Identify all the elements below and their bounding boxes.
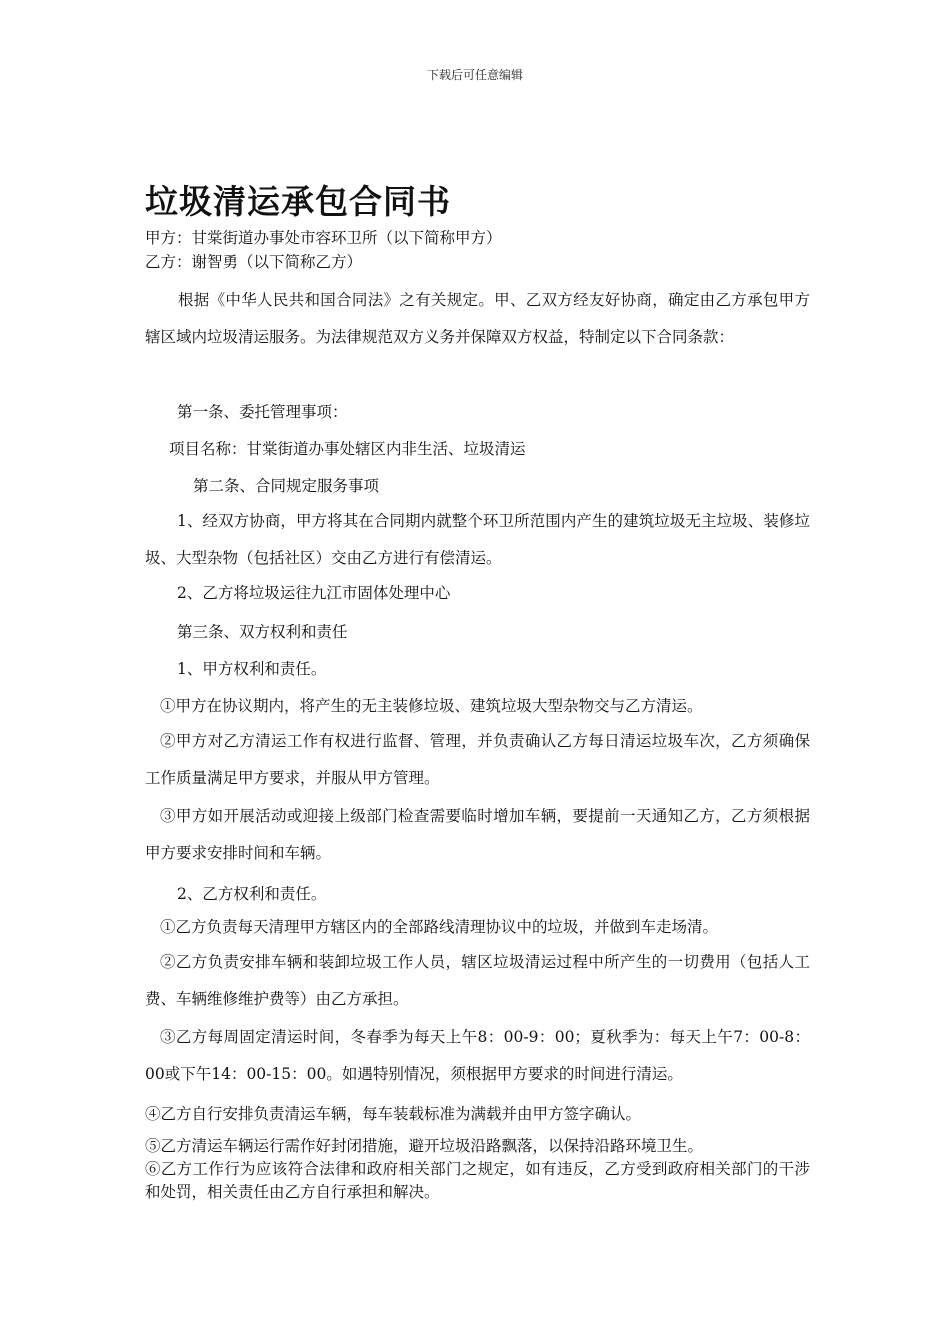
party-b-clause-6: ⑥乙方工作行为应该符合法律和政府相关部门之规定，如有违反，乙方受到政府相关部门的干涉和处罚，相关责任由乙方自行承担和解决。	[145, 1160, 810, 1201]
party-b: 乙方：谢智勇（以下简称乙方）	[145, 253, 363, 271]
article-2-item-1: 1、经双方协商，甲方将其在合同期内就整个环卫所范围内产生的建筑垃圾无主垃圾、装修垃圾、大型杂物（包括社区）交由乙方进行有偿清运。	[145, 512, 810, 567]
article-1-heading: 第一条、委托管理事项：	[177, 403, 348, 421]
party-a-clause-1: ①甲方在协议期内，将产生的无主装修垃圾、建筑垃圾大型杂物交与乙方清运。	[160, 697, 703, 715]
party-a-clause-2: ②甲方对乙方清运工作有权进行监督、管理，并负责确认乙方每日清运垃圾车次，乙方须确保工作质量满足甲方要求，并服从甲方管理。	[145, 732, 810, 787]
intro-paragraph: 根据《中华人民共和国合同法》之有关规定。甲、乙双方经友好协商，确定由乙方承包甲方辖区域内垃圾清运服务。为法律规范双方义务并保障双方权益，特制定以下合同条款：	[145, 291, 810, 346]
party-b-clause-4: ④乙方自行安排负责清运车辆，每车装载标准为满载并由甲方签字确认。	[145, 1105, 642, 1123]
party-b-clause-2: ②乙方负责安排车辆和装卸垃圾工作人员，辖区垃圾清运过程中所产生的一切费用（包括人工费、车辆维修维护费等）由乙方承担。	[145, 953, 810, 1008]
article-2-heading: 第二条、合同规定服务事项	[193, 477, 380, 495]
party-a: 甲方：甘棠街道办事处市容环卫所（以下简称甲方）	[145, 229, 502, 247]
party-a-rights-heading: 1、甲方权利和责任。	[177, 660, 327, 678]
project-name: 项目名称：甘棠街道办事处辖区内非生活、垃圾清运	[169, 440, 526, 458]
page-header: 下载后可任意编辑	[426, 68, 523, 82]
document-title: 垃圾清运承包合同书	[145, 182, 451, 221]
party-b-rights-heading: 2、乙方权利和责任。	[177, 885, 327, 903]
party-b-clause-5: ⑤乙方清运车辆运行需作好封闭措施，避开垃圾沿路飘落，以保持沿路环境卫生。	[145, 1137, 704, 1155]
party-b-clause-3: ③乙方每周固定清运时间，冬春季为每天上午8：00-9：00；夏秋季为：每天上午7：00-8：00或下午14：00-15：00。如遇特别情况，须根据甲方要求的时间进行清运。	[145, 1028, 810, 1083]
article-2-item-2: 2、乙方将垃圾运往九江市固体处理中心	[177, 584, 451, 602]
party-b-clause-1: ①乙方负责每天清理甲方辖区内的全部路线清理协议中的垃圾，并做到车走场清。	[160, 918, 719, 936]
article-3-heading: 第三条、双方权利和责任	[177, 623, 348, 641]
party-a-clause-3: ③甲方如开展活动或迎接上级部门检查需要临时增加车辆，要提前一天通知乙方，乙方须根据甲方要求安排时间和车辆。	[145, 807, 810, 862]
